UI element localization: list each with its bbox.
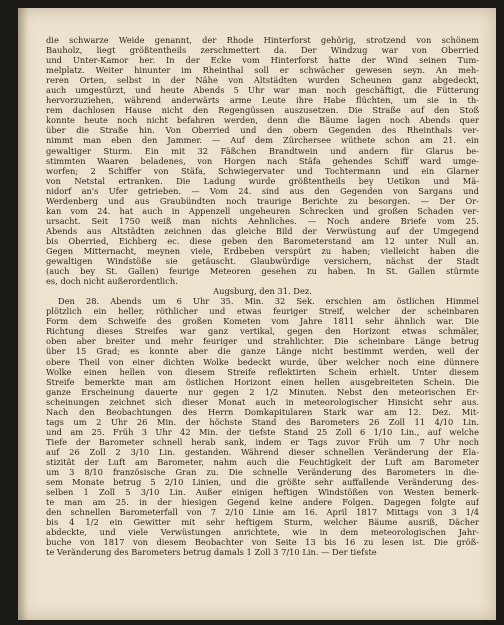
text-line: und am 25. Früh 3 Uhr 42 Min. der tiefste Stand 25 Zoll 6 1/10 Lin., auf welche [46,426,479,437]
text-line: von Netstal ertranken. Die Ladung wurde größtentheils bey Uetikon und Mä- [46,175,479,186]
text-line: Den 28. Abends um 6 Uhr 35. Min. 32 Sek. erschien am östlichen Himmel [58,296,479,307]
text-line: Nach den Beobachtungen des Herrn Domkapitularen Stark war am 12. Dez. Mit- [46,406,479,417]
text-line: hervorzuziehen, während anderwärts arme Leute ihre Habe flüchten, um sie in th- [46,95,479,106]
text-line: gewaltiger Sturm. Ein mit 32 Fäßchen Brandtwein und andern für Glarus be- [46,145,479,156]
text-line: gewaltigen Windstöße sie getäuscht. Glaubwürdige versichern, nächst der Stadt [46,256,479,267]
text-line: oben aber breiter und mehr feuriger und strahlichter. Die scheinbare Länge betrug [46,336,479,347]
text-line: und Unter-Kamor her. In der Ecke vom Hinterforst hatte der Wind seinen Tum- [46,55,479,66]
text-line: bis 4 1/2 ein Gewitter mit sehr heftigem Sturm, welcher Bäume ausriß, Dächer [46,517,479,528]
text-line: ganze Erscheinung dauerte nur gegen 2 1/2 Minuten. Nebst den meteorischen Er- [46,386,479,397]
text-line: nimmt man eben den Jammer. — Auf dem Zürchersee wüthete schon am 21. ein [46,135,479,146]
text-line: Streife bemerkte man am östlichen Horizont einen hellen ausgebreiteten Schein. Die [46,376,479,387]
text-line: tags um 2 Uhr 26 Min. der höchste Stand des Barometers 26 Zoll 11 4/10 Lin. [46,416,479,427]
text-line: um 3 8/10 französische Gran zu. Die schnelle Veränderung des Barometers in die- [46,467,479,478]
text-line: selben 1 Zoll 5 3/10 Lin. Außer einigen heftigen Windstößen von Westen bemerk- [46,487,479,498]
text-line: Tiefe der Barometer schnell herab sank, indem er Tags zuvor Früh um 7 Uhr noch [46,436,479,447]
text-line: Richtung dieses Streifes war ganz vertikal, gegen den Horizont etwas schmäler, [46,326,479,337]
text-line: auf 26 Zoll 2 3/10 Lin. gestanden. Während dieser schnellen Veränderung der Ela- [46,446,479,457]
text-line: Form dem Schweife des großen Kometen vom Jahre 1811 sehr ähnlich war. Die [46,316,479,327]
text-line: den schnellen Barometerfall von 7 2/10 Linie am 16. April 1817 Mittags von 3 1/4 [46,507,479,518]
text-line: worfen; 2 Schiffer von Stäfa, Schwiegervater und Tochtermann und ein Glarner [46,165,479,176]
text-line: bis Oberried, Eichberg ec. diese geben den Barometerstand am 12 unter Null an. [46,235,479,246]
text-line: scheinungen zeichnet sich dieser Monat auch in meteorologischer Hinsicht sehr aus. [46,396,479,407]
text-line: (auch bey St. Gallen) feurige Meteoren gesehen zu haben. In St. Gallen stürmte [46,266,479,277]
text-line: ursacht. Seit 1750 weiß man nichts Aehnliches. — Noch andere Briefe vom 25. [46,215,479,226]
text-line: plötzlich ein heller, röthlicher und etwas feuriger Streif, welcher der scheinbaren [46,306,479,317]
text-line: über 15 Grad; es konnte aber die ganze Länge nicht bestimmt werden, weil der [46,346,479,357]
text-line: te Veränderung des Barometers betrug damals 1 Zoll 3 7/10 Lin. — Der tiefste [46,547,377,558]
article-storm-report [46,35,479,286]
newspaper-page [18,8,496,620]
text-line: rem dachlosen Hause nicht den Regengüssen auszusetzen. Die Straße auf den Stoß [46,105,479,116]
text-line: Werdenberg und aus Graubündten noch traurige Berichte zu besorgen. — Der Or- [46,195,479,206]
text-line: auch umgestürzt, und heute Abends 5 Uhr war man noch geschäftigt, die Fütterung [46,85,479,96]
text-line: die schwarze Weide genannt, der Rhode Hinterforst gehörig, strotzend von schönem [46,35,479,45]
article-augsburg-meteor [46,296,479,557]
text-line: te man am 25. in der hiesigen Gegend keine andere Folgen. Dagegen folgte auf [46,497,479,508]
text-line: Bauholz, liegt größtentheils zerschmettert da. Der Windzug war von Oberried [46,45,479,56]
dateline: Augsburg, den 31. Dez. [213,286,312,297]
page-text [46,35,479,557]
text-line: über die Straße hin. Von Oberried und den obern Gegenden des Rheinthals ver- [46,125,479,136]
binding-edge-shadow [18,8,28,620]
text-line: nidorf an's Ufer getrieben. — Vom 24. sind aus den Gegenden von Sargans und [46,185,479,196]
text-line: abdeckte, und viele Verwüstungen anrichtete, wie in dem meteorologischen Jahr- [46,527,479,538]
text-line: konnte heute noch nicht befahren werden, denn die Bäume lagen noch Abends quer [46,115,479,126]
text-line: Wolke einen hellen von diesem Streife reflektirten Schein erhielt. Unter diesem [46,366,479,377]
text-line: Gegen Mitternacht, meynen viele, Erdbeben verspürt zu haben; vielleicht haben die [46,245,479,256]
text-line: es, doch nicht außerordentlich. [46,276,178,287]
text-line: stimmten Waaren beladenes, von Horgen nach Stäfa gehendes Schiff ward umge- [46,155,479,166]
text-line: kan vom 24. hat auch in Appenzell ungeheuren Schrecken und großen Schaden ver- [46,205,479,216]
text-line: obere Theil von einer dichten Wolke bedeckt wurde, über welcher noch eine dünnere [46,356,479,367]
text-line: sem Monate betrug 5 2/10 Linien, und die größte sehr auffallende Veränderung des- [46,477,479,488]
text-line: buche von 1817 von diesem Beobachter von Seite 13 bis 16 zu lesen ist. Die größ- [46,537,479,548]
text-line: Abends aus Altstädten zeichnen das gleiche Bild der Verwüstung auf der Umgegend [46,225,479,236]
text-line: stizität der Luft am Barometer, nahm auch die Feuchtigkeit der Luft am Barometer [46,456,479,467]
text-line: melplatz. Weiter hinunter im Rheinthal soll er schwächer gewesen seyn. An meh- [46,65,479,76]
text-line: reren Orten, selbst in der Nähe von Altstädten wurden Scheunen ganz abgedeckt, [46,75,479,86]
